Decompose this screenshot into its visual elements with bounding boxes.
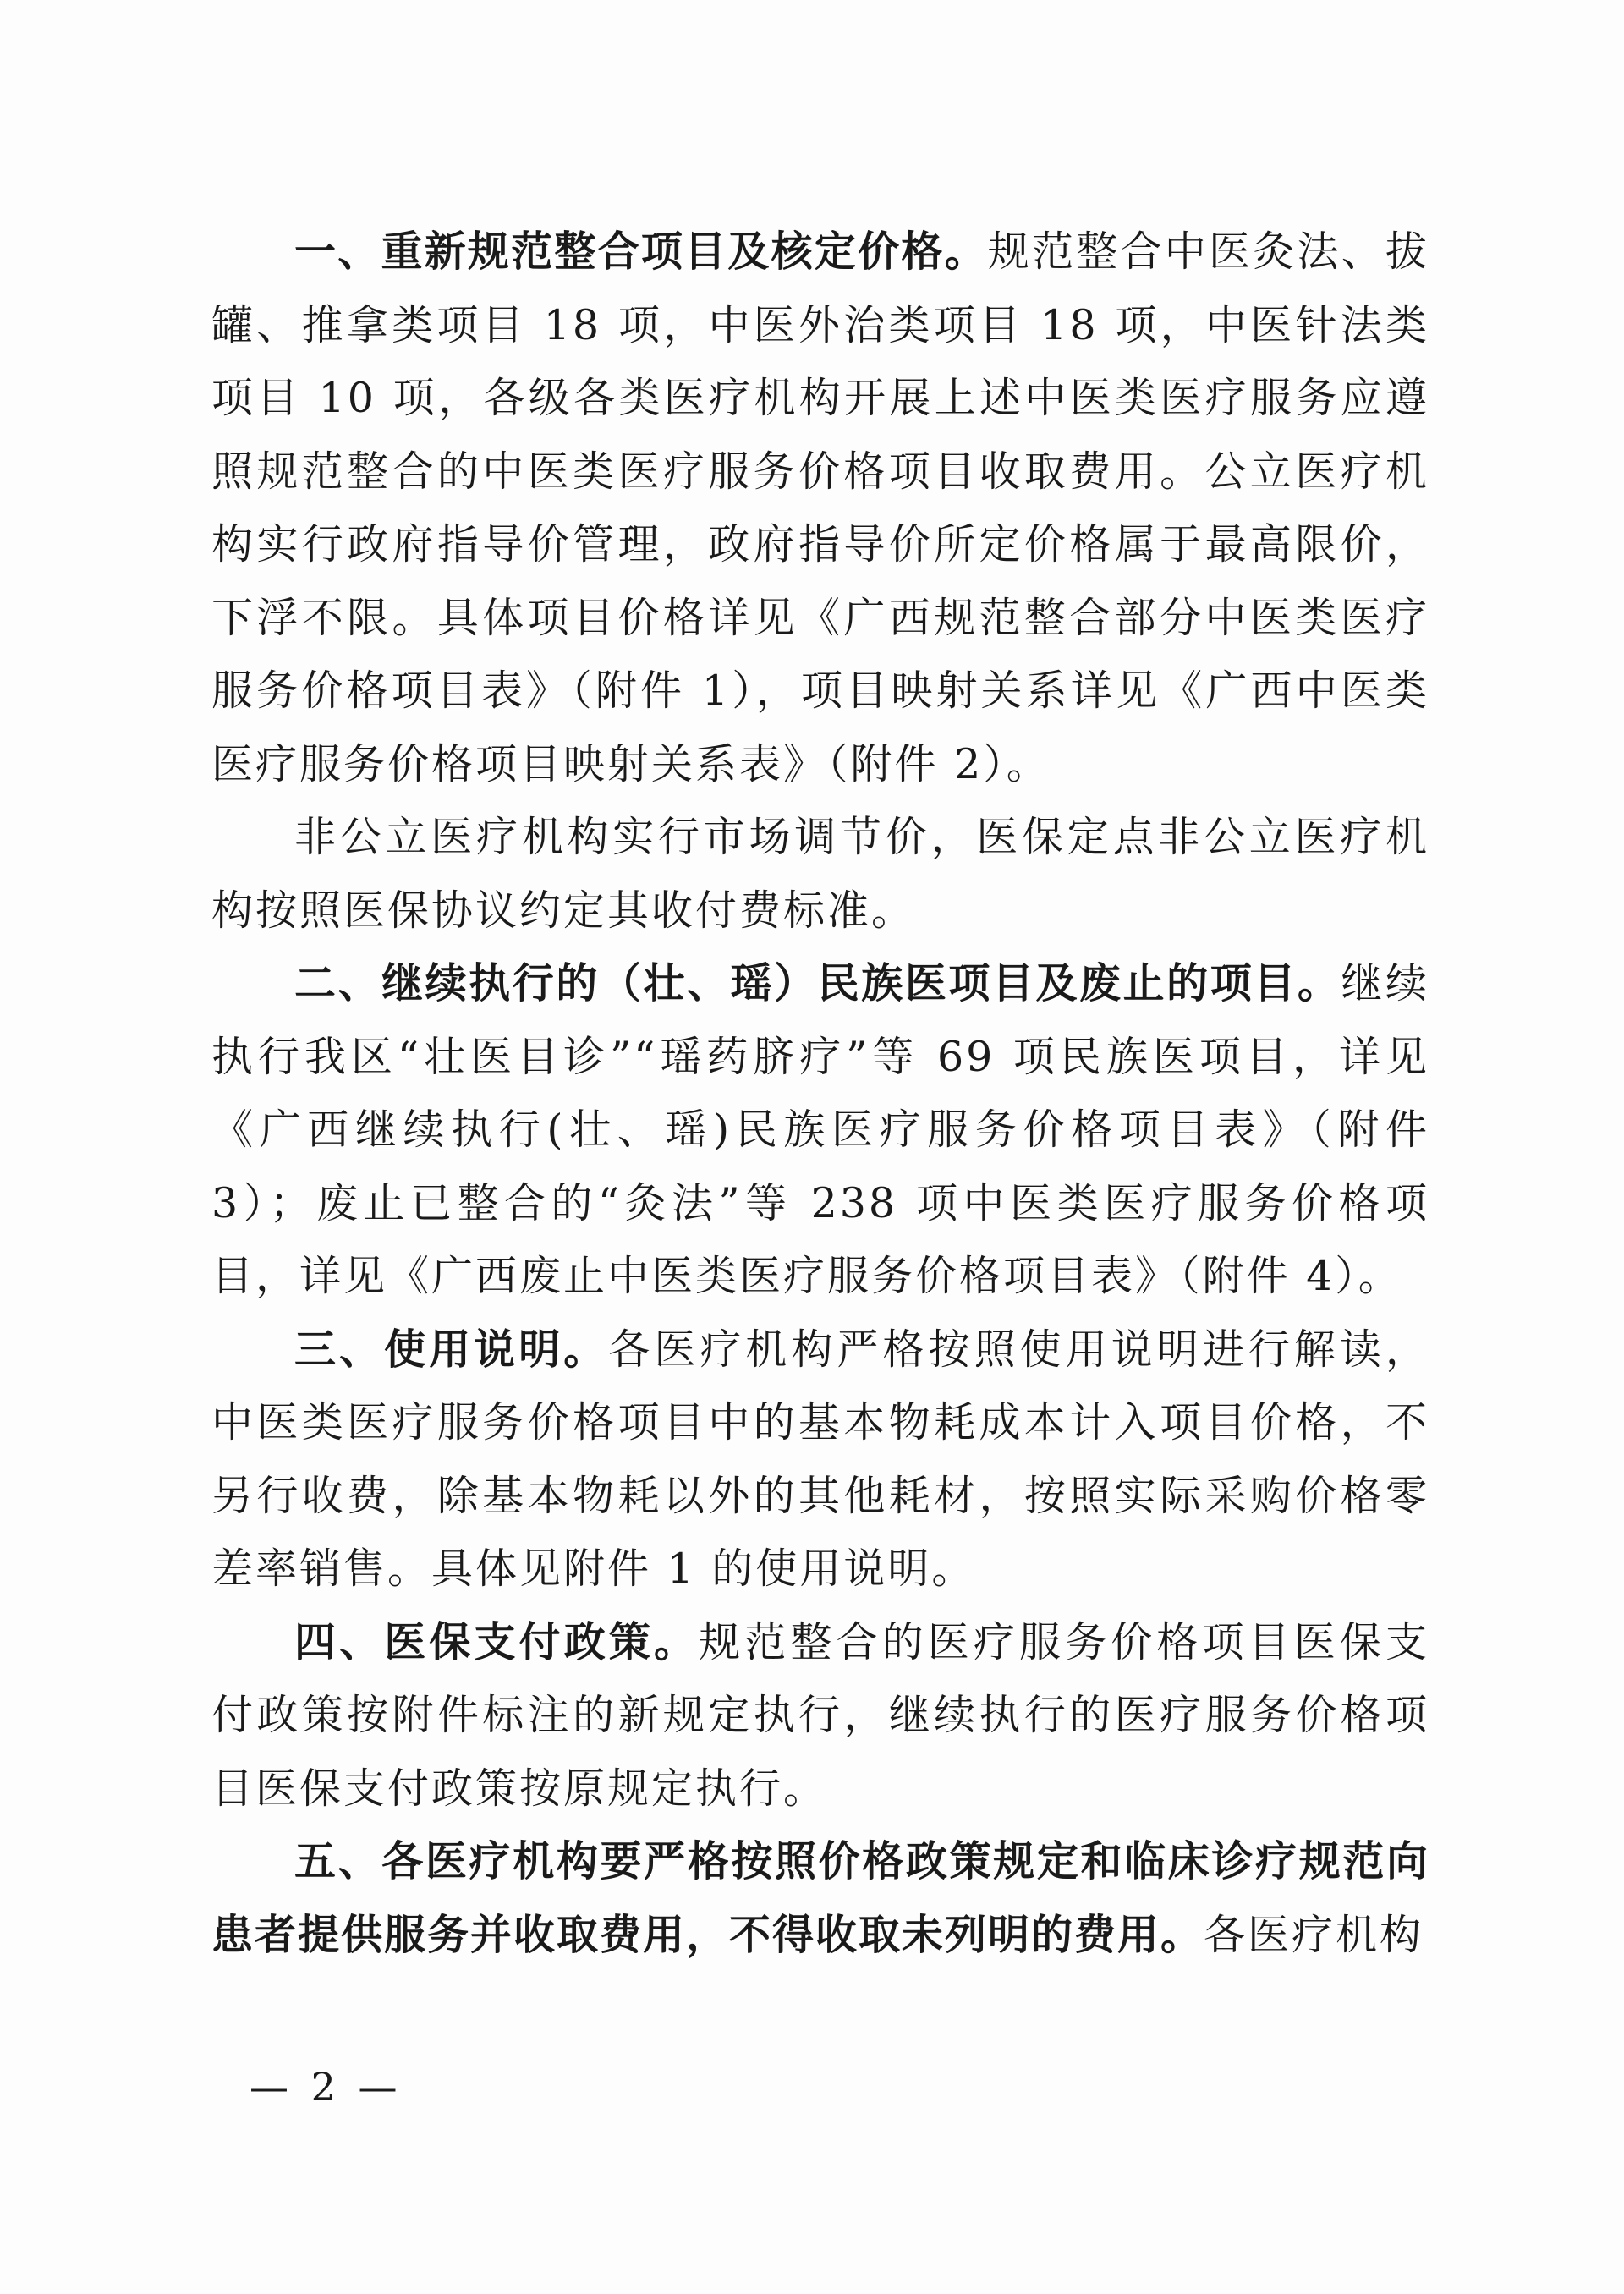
section-heading-2: 二、继续执行的（壮、瑶）民族医项目及废止的项目。 (294, 959, 1341, 1007)
paragraph-4 (211, 1314, 1429, 1606)
paragraph-2-text: 非公立医疗机构实行市场调节价，医保定点非公立医疗机构按照医保协议约定其收付费标准。 (211, 813, 1429, 935)
paragraph-5-text: 规范整合的医疗服务价格项目医保支付政策按附件标注的新规定执行，继续执行的医疗服务价格项目医保支付政策按原规定执行。 (211, 1617, 1429, 1813)
paragraph-5 (211, 1606, 1429, 1826)
paragraph-1-text: 规范整合中医灸法、拔罐、推拿类项目 18 项，中医外治类项目 18 项，中医针法类项目 10 项，各级各类医疗机构开展上述中医类医疗服务应遵照规范整合的中医类医疗服务价格项目收取费用。公立医疗机构实行政府指导价管理，政府指导价所定价格属于最高限价，下浮不限。具体项目价格详见《广西规范整合部分中医类医疗服务价格项目表》（附件 1），项目映射关系详见《广西中医类医疗服务价格项目映射关系表》（附件 2）。 (211, 228, 1429, 788)
paragraph-3-text: 继续执行我区“壮医目诊”“瑶药脐疗”等 69 项民族医项目，详见《广西继续执行(壮、瑶)民族医疗服务价格项目表》（附件 3）；废止已整合的“灸法”等 238 项中医类医疗服务价格项目，详见《广西废止中医类医疗服务价格项目表》（附件 4）。 (211, 959, 1429, 1300)
page-number: — 2 — (250, 2064, 403, 2110)
paragraph-2 (211, 801, 1429, 947)
section-heading-4: 四、医保支付政策。 (294, 1617, 700, 1666)
paragraph-4-text: 各医疗机构严格按照使用说明进行解读，中医类医疗服务价格项目中的基本物耗成本计入项目价格，不另行收费，除基本物耗以外的其他耗材，按照实际采购价格零差率销售。具体见附件 1 的使用说明。 (211, 1325, 1429, 1593)
document-body (211, 216, 1429, 1972)
section-heading-3: 三、使用说明。 (294, 1325, 609, 1374)
section-heading-1: 一、重新规范整合项目及核定价格。 (294, 228, 988, 276)
paragraph-3 (211, 947, 1429, 1314)
paragraph-6-text: 各医疗机构 (1204, 1910, 1424, 1959)
paragraph-1 (211, 216, 1429, 801)
section-heading-5: 五、各医疗机构要严格按照价格政策规定和临床诊疗规范向患者提供服务并收取费用，不得收取未列明的费用。 (211, 1837, 1429, 1959)
paragraph-6 (211, 1825, 1429, 1972)
